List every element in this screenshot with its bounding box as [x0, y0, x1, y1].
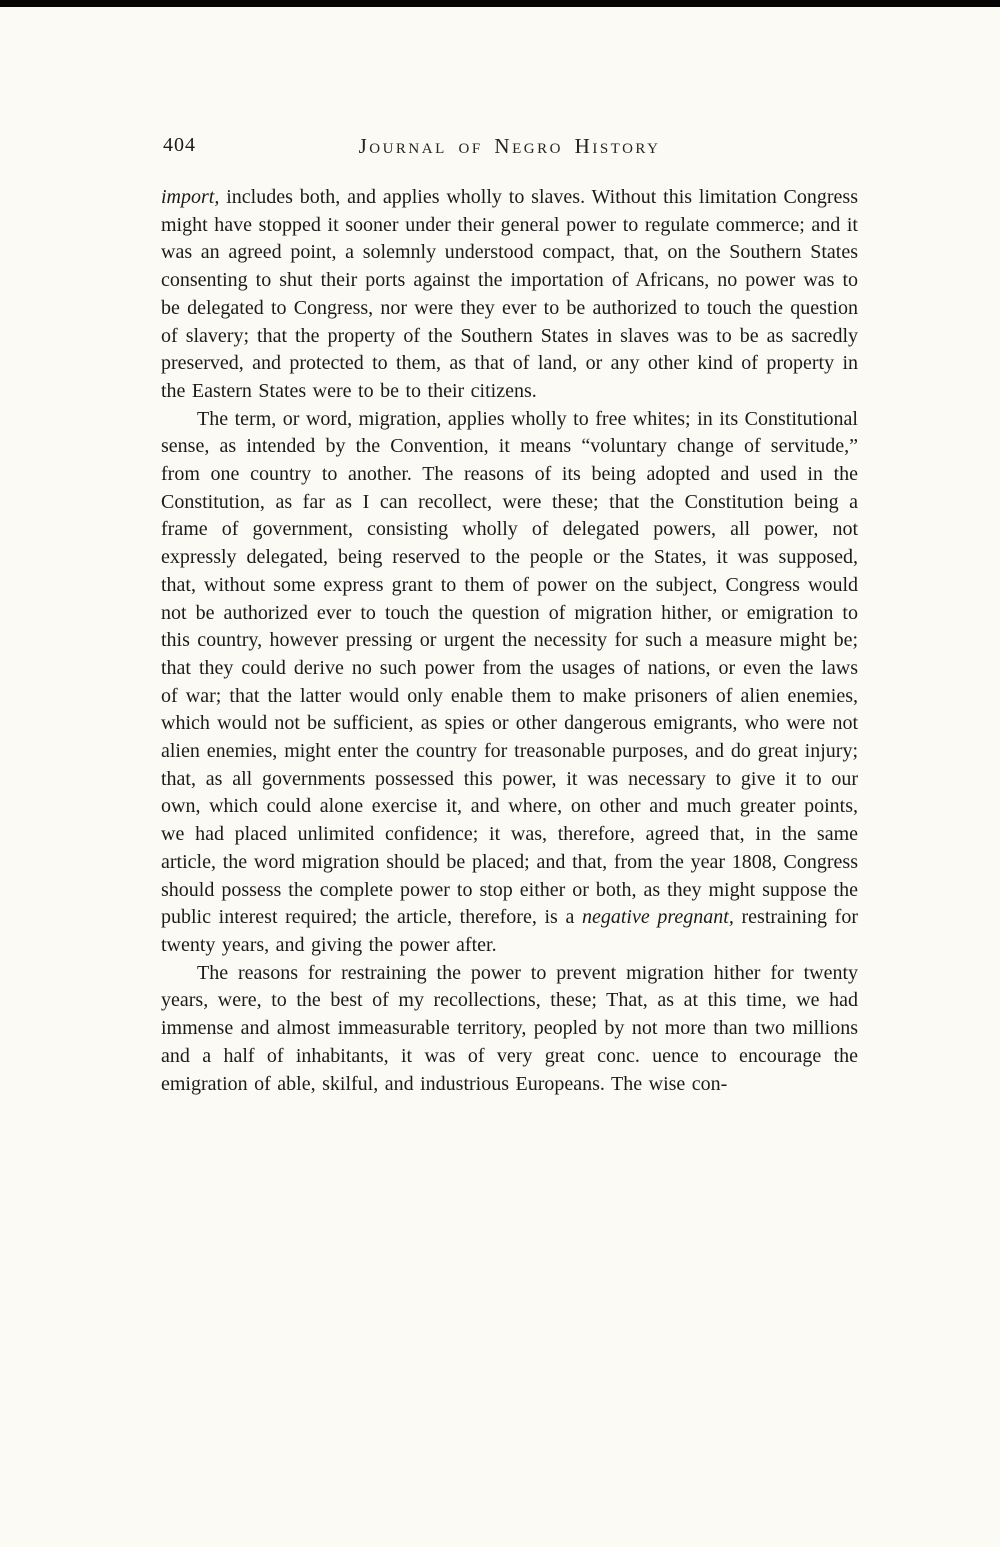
page-body	[161, 184, 858, 1098]
paragraph-1-italic-lead: import,	[161, 186, 220, 208]
paragraph-2-text-before: The term, or word, migration, applies wholly to free whites; in its Constitutional sense, as intended by the Convention, it means “voluntary change of servitude,” from one country to another. The reasons of its being adopted and used in the Constitution, as far as I can recollect, were these; that the Constitution being a frame of government, consisting wholly of delegated powers, all power, not expressly delegated, being reserved to the people or the States, it was supposed, that, without some express grant to them of power on the subject, Congress would not be authorized ever to touch the question of migration hither, or emigration to this country, however pressing or urgent the necessity for such a measure might be; that they could derive no such power from the usages of nations, or even the laws of war; that the latter would only enable them to make prisoners of alien enemies, which would not be sufficient, as spies or other dangerous emigrants, who were not alien enemies, might enter the country for treasonable purposes, and do great injury; that, as all governments possessed this power, it was necessary to give it to our own, which could alone exercise it, and where, on other and much greater points, we had placed unlimited confidence; it was, therefore, agreed that, in the same article, the word migration should be placed; and that, from the year 1808, Congress should possess the complete power to stop either or both, as they might suppose the public interest required; the article, therefore, is a	[161, 407, 858, 929]
page-header	[161, 134, 858, 162]
paragraph-2-text-after: restraining for twenty years, and giving the power after.	[161, 906, 858, 956]
paragraph-1-text: includes both, and applies wholly to slaves. Without this limitation Congress might have stopped it sooner under their general power to regulate commerce; and it was an agreed point, a solemnly understood compact, that, on the Southern States consenting to shut their ports against the importation of Africans, no power was to be delegated to Congress, nor were they ever to be authorized to touch the question of slavery; that the property of the Southern States in slaves was to be as sacredly preserved, and protected to them, as that of land, or any other kind of property in the Eastern States were to be to their citizens.	[161, 186, 858, 402]
paragraph-3	[161, 960, 858, 1099]
page-number: 404	[163, 134, 196, 156]
running-header-title: Journal of Negro History	[358, 134, 661, 158]
paragraph-3-text: The reasons for restraining the power to prevent migration hither for twenty years, were, to the best of my recollections, these; That, as at this time, we had immense and almost immeasurable territory, peopled by not more than two millions and a half of inhabitants, it was of very great conc. uence to encourage the emigration of able, skilful, and industrious Europeans. The wise con-	[161, 961, 858, 1095]
paragraph-1	[161, 184, 858, 406]
scan-edge-artifact	[0, 0, 1000, 7]
paragraph-2-italic-phrase: negative pregnant,	[581, 906, 734, 929]
paragraph-2	[161, 406, 858, 960]
